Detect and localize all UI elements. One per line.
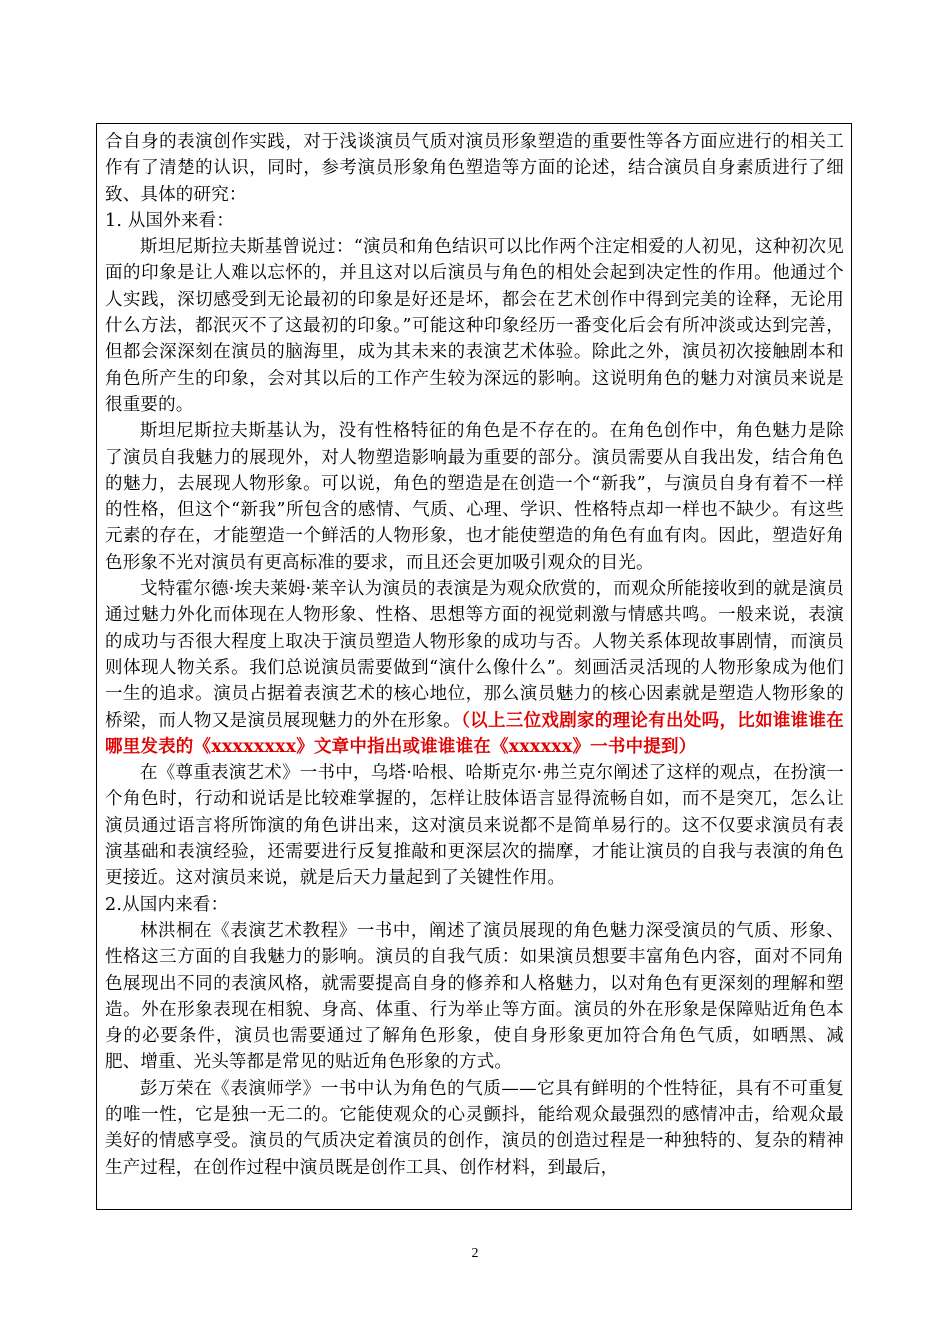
document-text-frame <box>96 123 852 1210</box>
reviewer-comment-note: （以上三位戏剧家的理论有出处吗，比如谁谁谁在哪里发表的《xxxxxxxx》文章中指出或谁谁谁在《xxxxxx》一书中提到） <box>105 710 844 757</box>
page-number: 2 <box>471 1246 479 1261</box>
paragraph-lessing-text: 戈特霍尔德·埃夫莱姆·莱辛认为演员的表演是为观众欣赏的，而观众所能接收到的就是演员通过魅力外化而体现在人物形象、性格、思想等方面的视觉刺激与情感共鸣。一般来说，表演的成功与否很大程度上取决于演员塑造人物形象的成功与否。人物关系体现故事剧情，而演员则体现人物关系。我们总说演员需要做到“演什么像什么”。刻画活灵活现的人物形象成为他们一生的追求。演员占据着表演艺术的核心地位，那么演员魅力的核心因素就是塑造人物形象的桥梁，而人物又是演员展现魅力的外在形象。 <box>105 579 844 731</box>
paragraph-lessing <box>105 576 844 760</box>
paragraph-stanislavski-character: 斯坦尼斯拉夫斯基认为，没有性格特征的角色是不存在的。在角色创作中，角色魅力是除了演员自我魅力的展现外，对人物塑造影响最为重要的部分。演员需要从自我出发，结合角色的魅力，去展现人物形象。可以说，角色的塑造是在创造一个“新我”，与演员自身有着不一样的性格，但这个“新我”所包含的感情、气质、心理、学识、性格特点却一样也不缺少。有这些元素的存在，才能塑造一个鲜活的人物形象，也才能使塑造的角色有血有肉。因此，塑造好角色形象不光对演员有更高标准的要求，而且还会更加吸引观众的目光。 <box>105 421 844 573</box>
paragraph-lin-hongtong: 林洪桐在《表演艺术教程》一书中，阐述了演员展现的角色魅力深受演员的气质、形象、性格这三方面的自我魅力的影响。演员的自我气质：如果演员想要丰富角色内容，面对不同角色展现出不同的表演风格，就需要提高自身的修养和人格魅力，以对角色有更深刻的理解和塑造。外在形象表现在相貌、身高、体重、行为举止等方面。演员的外在形象是保障贴近角色本身的必要条件，演员也需要通过了解角色形象，使自身形象更加符合角色气质，如晒黑、减肥、增重、光头等都是常见的贴近角色形象的方式。 <box>105 920 844 1073</box>
paragraph-intro-continuation: 合自身的表演创作实践，对于浅谈演员气质对演员形象塑造的重要性等各方面应进行的相关工作有了清楚的认识，同时，参考演员形象角色塑造等方面的论述，结合演员自身素质进行了细致、具体的研究： <box>105 132 844 205</box>
paragraph-stanislavski-first-impression: 斯坦尼斯拉夫斯基曾说过：“演员和角色结识可以比作两个注定相爱的人初见，这种初次见面的印象是让人难以忘怀的，并且这对以后演员与角色的相处会起到决定性的作用。他通过个人实践，深切感受到无论最初的印象是好还是坏，都会在艺术创作中得到完美的诠释，无论用什么方法，都泯灭不了这最初的印象。”可能这种印象经历一番变化后会有所冲淡或达到完善，但都会深深刻在演员的脑海里，成为其未来的表演艺术体验。除此之外，演员初次接触剧本和角色所产生的印象，会对其以后的工作产生较为深远的影响。这说明角色的魅力对演员来说是很重要的。 <box>105 237 844 415</box>
section-heading-foreign: 1. 从国外来看： <box>105 210 235 231</box>
paragraph-peng-wanrong: 彭万荣在《表演师学》一书中认为角色的气质——它具有鲜明的个性特征，具有不可重复的唯一性，它是独一无二的。它能使观众的心灵颤抖，能给观众最强烈的感情冲击，给观众最美好的情感享受。演员的气质决定着演员的创作，演员的创造过程是一种独特的、复杂的精神生产过程，在创作过程中演员既是创作工具、创作材料，到最后， <box>105 1078 844 1178</box>
section-heading-domestic: 2.从国内来看： <box>105 894 229 915</box>
paragraph-respect-for-acting: 在《尊重表演艺术》一书中，乌塔·哈根、哈斯克尔·弗兰克尔阐述了这样的观点，在扮演一个角色时，行动和说话是比较难掌握的，怎样让肢体语言显得流畅自如，而不是突兀，怎么让演员通过语言将所饰演的角色讲出来，这对演员来说都不是简单易行的。这不仅要求演员有表演基础和表演经验，还需要进行反复推敲和更深层次的揣摩，才能让演员的自我与表演的角色更接近。这对演员来说，就是后天力量起到了关键性作用。 <box>105 763 844 889</box>
